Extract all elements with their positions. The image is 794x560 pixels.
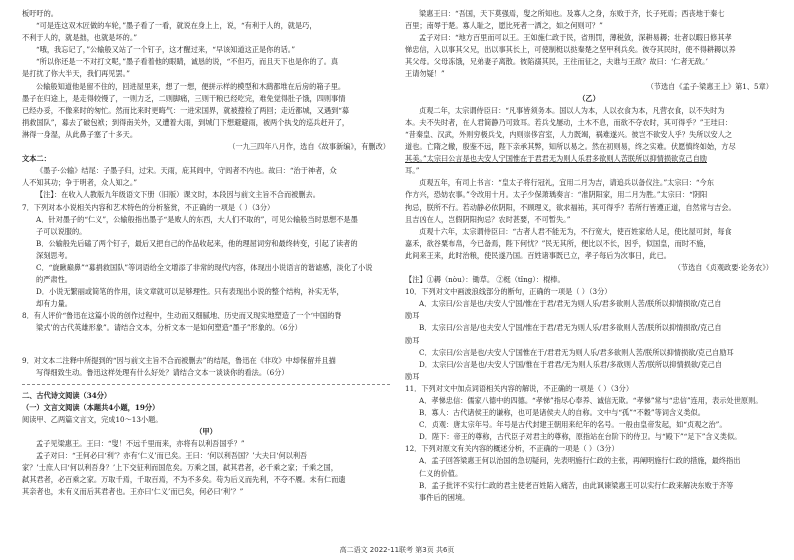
option-a: A．孟子回答梁惠王何以治国的急切疑问，先表明施行仁政的主张，再阐明施行仁政的措施，最终指出 xyxy=(419,456,741,466)
text-line: 悌忠信，入以事其父兄，出以事其长上，可使制梃以挞秦楚之坚甲利兵矣。彼夺其民时，使不得耕耨以养 xyxy=(405,45,736,55)
option-a-cont: 子可以说服的。 xyxy=(36,226,87,236)
text-line: 人不知其功；争于明者，众人知之。” xyxy=(22,178,138,188)
text-line: 且吉凶在人，岂假阴阳拘忌？农时甚要，不可暂失。” xyxy=(405,214,571,224)
option-b: B．寡人：古代诸侯王的谦称，也可是诸侯夫人的自称。文中与“孤”“不穀”等词含义类似。 xyxy=(419,408,705,418)
question-12: 12．下列对原文有关内容的概述分析，不正确的一项是（ ）（3分） xyxy=(405,444,619,454)
text-line: 是打扰了你大半天，我们再见罢。” xyxy=(22,69,130,79)
text-line: 此间来王来，此时治粮，使民遂乃国。百姓诸事既已立，孝子每后为次事日，此已。 xyxy=(405,250,671,260)
text-line: “可是连这双木匠做的车轮，”墨子看了一看，就说在身上上，说，“有利于人的，就是巧， xyxy=(36,21,317,31)
source-citation: （一九三四年八月作，选自《故事新编》，有删改） xyxy=(228,142,390,152)
text-line: 不利于人的，就是拙，也就是坏的。” xyxy=(22,33,138,43)
question-8: 8．有人评价“鲁迅在这篇小说的创作过程中，生动而又细腻地、历史而又现实地塑造了一个‘中国的脊 xyxy=(22,311,342,321)
text-line: 贞观十六年，太宗谓侍臣曰：“古者人君不能无为，不行宽大，使百姓家给人足，使比屋可封，每食 xyxy=(419,226,732,236)
text-line: 嘉禾，欲谷粟布帛，今已备焉，陛下何忧？”民无其所，便比以不长，因乎，似国皇，而时不施， xyxy=(405,238,711,248)
option-b-cont: 事件后的困境。 xyxy=(419,492,470,502)
option-b: B．孟子批评不实行仁政的君主使老百姓陷入痛苦，由此讽谏梁惠王可以实行仁政来解决东败于齐等 xyxy=(419,480,734,490)
question-11: 11．下列对文中加点词语相关内容的解说，不正确的一项是（ ）（3分） xyxy=(405,383,634,393)
text-line: 百里；南辱于楚。寡人耻之，愿比死者一洒之，如之何则可？” xyxy=(405,21,603,31)
option-a-cont: 仁义的价值。 xyxy=(419,468,463,478)
text-line: 其亲者也，未有义而后其君者也。王亦曰‘仁义’而已矣，何必曰‘利’？” xyxy=(22,487,244,497)
text-line: 孟子对曰：“王何必曰‘利’？亦有‘仁义’而已矣。王曰：‘何以利吾国？’大夫曰‘何以利吾 xyxy=(36,451,308,461)
question-7: 7．下列对本小说相关内容和艺术特色的分析鉴赏，不正确的一项是（ ）（3分） xyxy=(22,202,275,212)
text-line: 道也。亡隋之辙，殷鉴不远，陛下亲承其弊，知所以易之。然在初则易，终之实难。伏愿慎终如始，方尽 xyxy=(405,142,736,152)
text-line: 弑其君者，必百乘之家。万取千焉，千取百焉，不为不多矣。苟为后义而先利，不夺不餍。未有仁而遗 xyxy=(22,475,346,485)
option-d: D．小说无繁丽或简笔的作用，读文章就可以足够理性。只有表现出小说的整个结构，补实无华， xyxy=(36,287,344,297)
text-line: 公输般知道他是留不住的，回进屋里来，想了一想，便拼示样的模型和木鹞都堆在后房的箱子里。 xyxy=(36,81,346,91)
question-10: 10．下列对文中画波浪线部分的断句，正确的一项是（ ）（3分） xyxy=(405,287,612,297)
option-b-cont: 深刻思考。 xyxy=(36,250,72,260)
question-9: 9．对文本二注释中所提到的“因与前文主旨不合而被删去”的结尾，鲁迅在《非攻》中却保留并且描 xyxy=(22,355,336,365)
source-citation: （节选自《孟子·梁惠王上》第1、5章） xyxy=(646,81,773,91)
text-line: 其父母。父母冻饿，兄弟妻子离散。彼陷溺其民，王往而征之，夫谁与王敌？故曰：‘仁者无敌。’ xyxy=(405,57,708,67)
text-line: 拘忌，朕所不行。若动静必依阴阳，不顾理义，欲求福祐，其可得乎？若所行皆遵正道，自然常与吉会。 xyxy=(405,202,736,212)
text-line: 贞观五年，有司上书言：“皇太子将行冠礼，宜用二月为吉，请追兵以备仪注。”太宗曰：“今东 xyxy=(419,178,714,188)
source-citation: （节选自《贞观政要·论务农》） xyxy=(673,262,773,272)
option-a: A．孝悌忠信：儒家八德中的四德。“孝悌”指尽心奉养、诚信无欺。“孝悌”常与“忠信”连用，表示处世原则。 xyxy=(419,396,763,405)
option-c: C．贞观：唐太宗年号。年号是古代封建王朝用来纪年的名号。一般由皇帝发起，如“贞观之治”。 xyxy=(419,420,727,430)
question-9-cont: 写得细致生动。鲁迅这样处理有什么好处？请结合文本一谈谈你的看法。（6分） xyxy=(36,367,289,377)
option-c: C．太宗曰/公言是也/夫安人宁国惟在于/君君无为则人乐/君多欲则人苦/朕所以抑情损欲/克己自励耳 xyxy=(419,347,734,357)
text-line: 已经办妥，不像来时的匆忙。然而比来时更晦气：一进宋国界，就被搜检了两回；走近都城，又遇到“募 xyxy=(22,105,350,115)
text-line: 孟子见梁惠王。王曰：“叟！不远千里而来，亦将有以利吾国乎？” xyxy=(36,439,245,449)
option-b-cont: 励耳 xyxy=(405,335,420,345)
option-b: B．公输般先后磕了两个钉子，最后又把自己的作品收起来，他的理屈词穷和最终转变，引起了读者的 xyxy=(36,238,358,248)
text-line: “昔秦皇、汉武，外则穷极兵戈，内则崇侈宫室，人力既竭，祸难遂兴。彼岂不欲安人乎？失所以安人之 xyxy=(405,129,733,139)
text-line: 作方兴，恐妨农事。”令改用十月。太子少保萧瑀奏言：“准阴阳家，用二月为胜。”太宗曰：“阴阳 xyxy=(405,190,708,200)
text-line: 孟子对曰：“地方百里而可以王。王如施仁政于民，省刑罚，薄税敛，深耕易耨；壮者以暇日修其孝 xyxy=(419,33,732,43)
page-footer: 高二语文 2022-11联考 第3页 共6页 xyxy=(339,546,455,554)
text-line: 板吁吁的。 xyxy=(22,9,58,18)
section-heading: 二、古代诗文阅读（34分） xyxy=(22,390,112,400)
text-line: 梁惠王曰：“吾国，天下莫强焉，叟之所知也。及寡人之身，东败于齐，长子死焉；西丧地于秦七 xyxy=(419,9,725,18)
option-a: A．针对墨子的“仁义”，公输般指出墨子“是败人的东西，大人们不取的”，可见公输般当时思想不是墨 xyxy=(36,214,358,224)
question-8-cont: 梁式’的古代英雄形象”。请结合文本，分析文本一是如何塑造“墨子”形象的。（6分） xyxy=(36,323,302,333)
text-line: 淋得一身湿，从此鼻子塞了十多天。 xyxy=(22,129,138,139)
text-line: 耳。” xyxy=(405,166,420,176)
option-a: A．太宗曰/公言是也/夫安人宁国/惟在于君/君无为则人乐/君多欲则人苦/朕所以抑情损欲/克己自 xyxy=(419,299,722,309)
text-line: 捐救国队”，募去了破包袱；到得南关外，又遭着大雨，到城门下想避避雨，被两个执戈的巡兵赶开了， xyxy=(22,117,350,127)
option-c: C．“旋瞅巅鼻”“募捐救国队”等词语给全文增添了非常的现代内容，体现出小说语言的谐谑感，淡化了小说 xyxy=(36,262,373,272)
text2-title: 文本二： xyxy=(22,154,51,164)
annotation: 【注】①耨（nòu）：锄草。 ②梃（tǐng）：棍棒。 xyxy=(405,275,565,285)
text-line: 贞观二年，太宗谓侍臣曰：“凡事皆须务本。国以人为本，人以衣食为本，凡营衣食，以不失时为 xyxy=(419,105,725,115)
instruction: 阅读甲、乙两篇文言文，完成10～13小题。 xyxy=(22,414,163,424)
text-line: 墨子在归途上，是走得较慢了，一则力乏，二则脚痛，三则干粮已经吃完，难免觉得肚子饿，四则事情 xyxy=(22,93,346,103)
passage-yi-label: （乙） xyxy=(578,93,600,103)
text-line: “所以你还是一不对打文呢，”墨子看着他的眼睛，诚恳的说，“不但巧，而且天下也是你的了。真 xyxy=(36,57,339,67)
text-line: 《墨子·公输》结尾：子墨子归，过宋。天雨，庇其闾中，守闾者不内也。故曰：“治于神者，众 xyxy=(36,166,337,176)
text-line: 家？’士庶人曰‘何以利吾身？’上下交征利而国危矣。万乘之国，弑其君者，必千乘之家；千乘之国， xyxy=(22,463,338,473)
option-c-cont: 的严肃性。 xyxy=(36,275,72,285)
text-line-wavy: 其美。”太宗曰公言是也夫安人宁国惟在于君君无为则人乐君多欲则人苦朕所以抑情损欲克己自励 xyxy=(405,154,707,164)
divider xyxy=(22,384,390,385)
option-d-cont: 却有力量。 xyxy=(36,299,72,309)
left-column xyxy=(22,8,390,499)
option-d: D．太宗曰/公言是也/夫安人宁国/惟在于君君/无为则人乐君/多欲则人苦/朕所以抑情损欲/克己自 xyxy=(419,359,723,369)
note: 【注】：在收入人教版九年级语文下册（旧版）课文时，本段因与前文主旨不合而被删去。 xyxy=(36,190,320,200)
text-line: 本。夫不失时者，在人君简静乃可致耳。若兵戈屡动，土木不息，而欲不夺农时，其可得乎？”王珪曰： xyxy=(405,117,733,127)
text-line: “哦，我忘记了，”公输般又站了一个钉子，这才醒过来，“早该知道这正是你的话。” xyxy=(36,45,296,55)
text-line: 王请勿疑！” xyxy=(405,69,445,79)
subsection-heading: （一）文言文阅读（本题共4小题，19分） xyxy=(22,402,160,412)
option-d-cont: 励耳 xyxy=(405,371,420,381)
option-d: D．陛下：帝王的尊称，古代臣子对君主的尊称，原指站在台阶下的侍卫。与“殿下”“足下”含义类似。 xyxy=(419,432,742,442)
option-a-cont: 励耳 xyxy=(405,311,420,321)
right-column xyxy=(405,8,773,504)
option-b: B．太宗曰/公言是/也夫安人宁国/惟在于君/君无为则人乐/君多欲则人苦/朕所以抑情损欲/克己自 xyxy=(419,323,722,333)
passage-jia-label: （甲） xyxy=(195,427,217,436)
